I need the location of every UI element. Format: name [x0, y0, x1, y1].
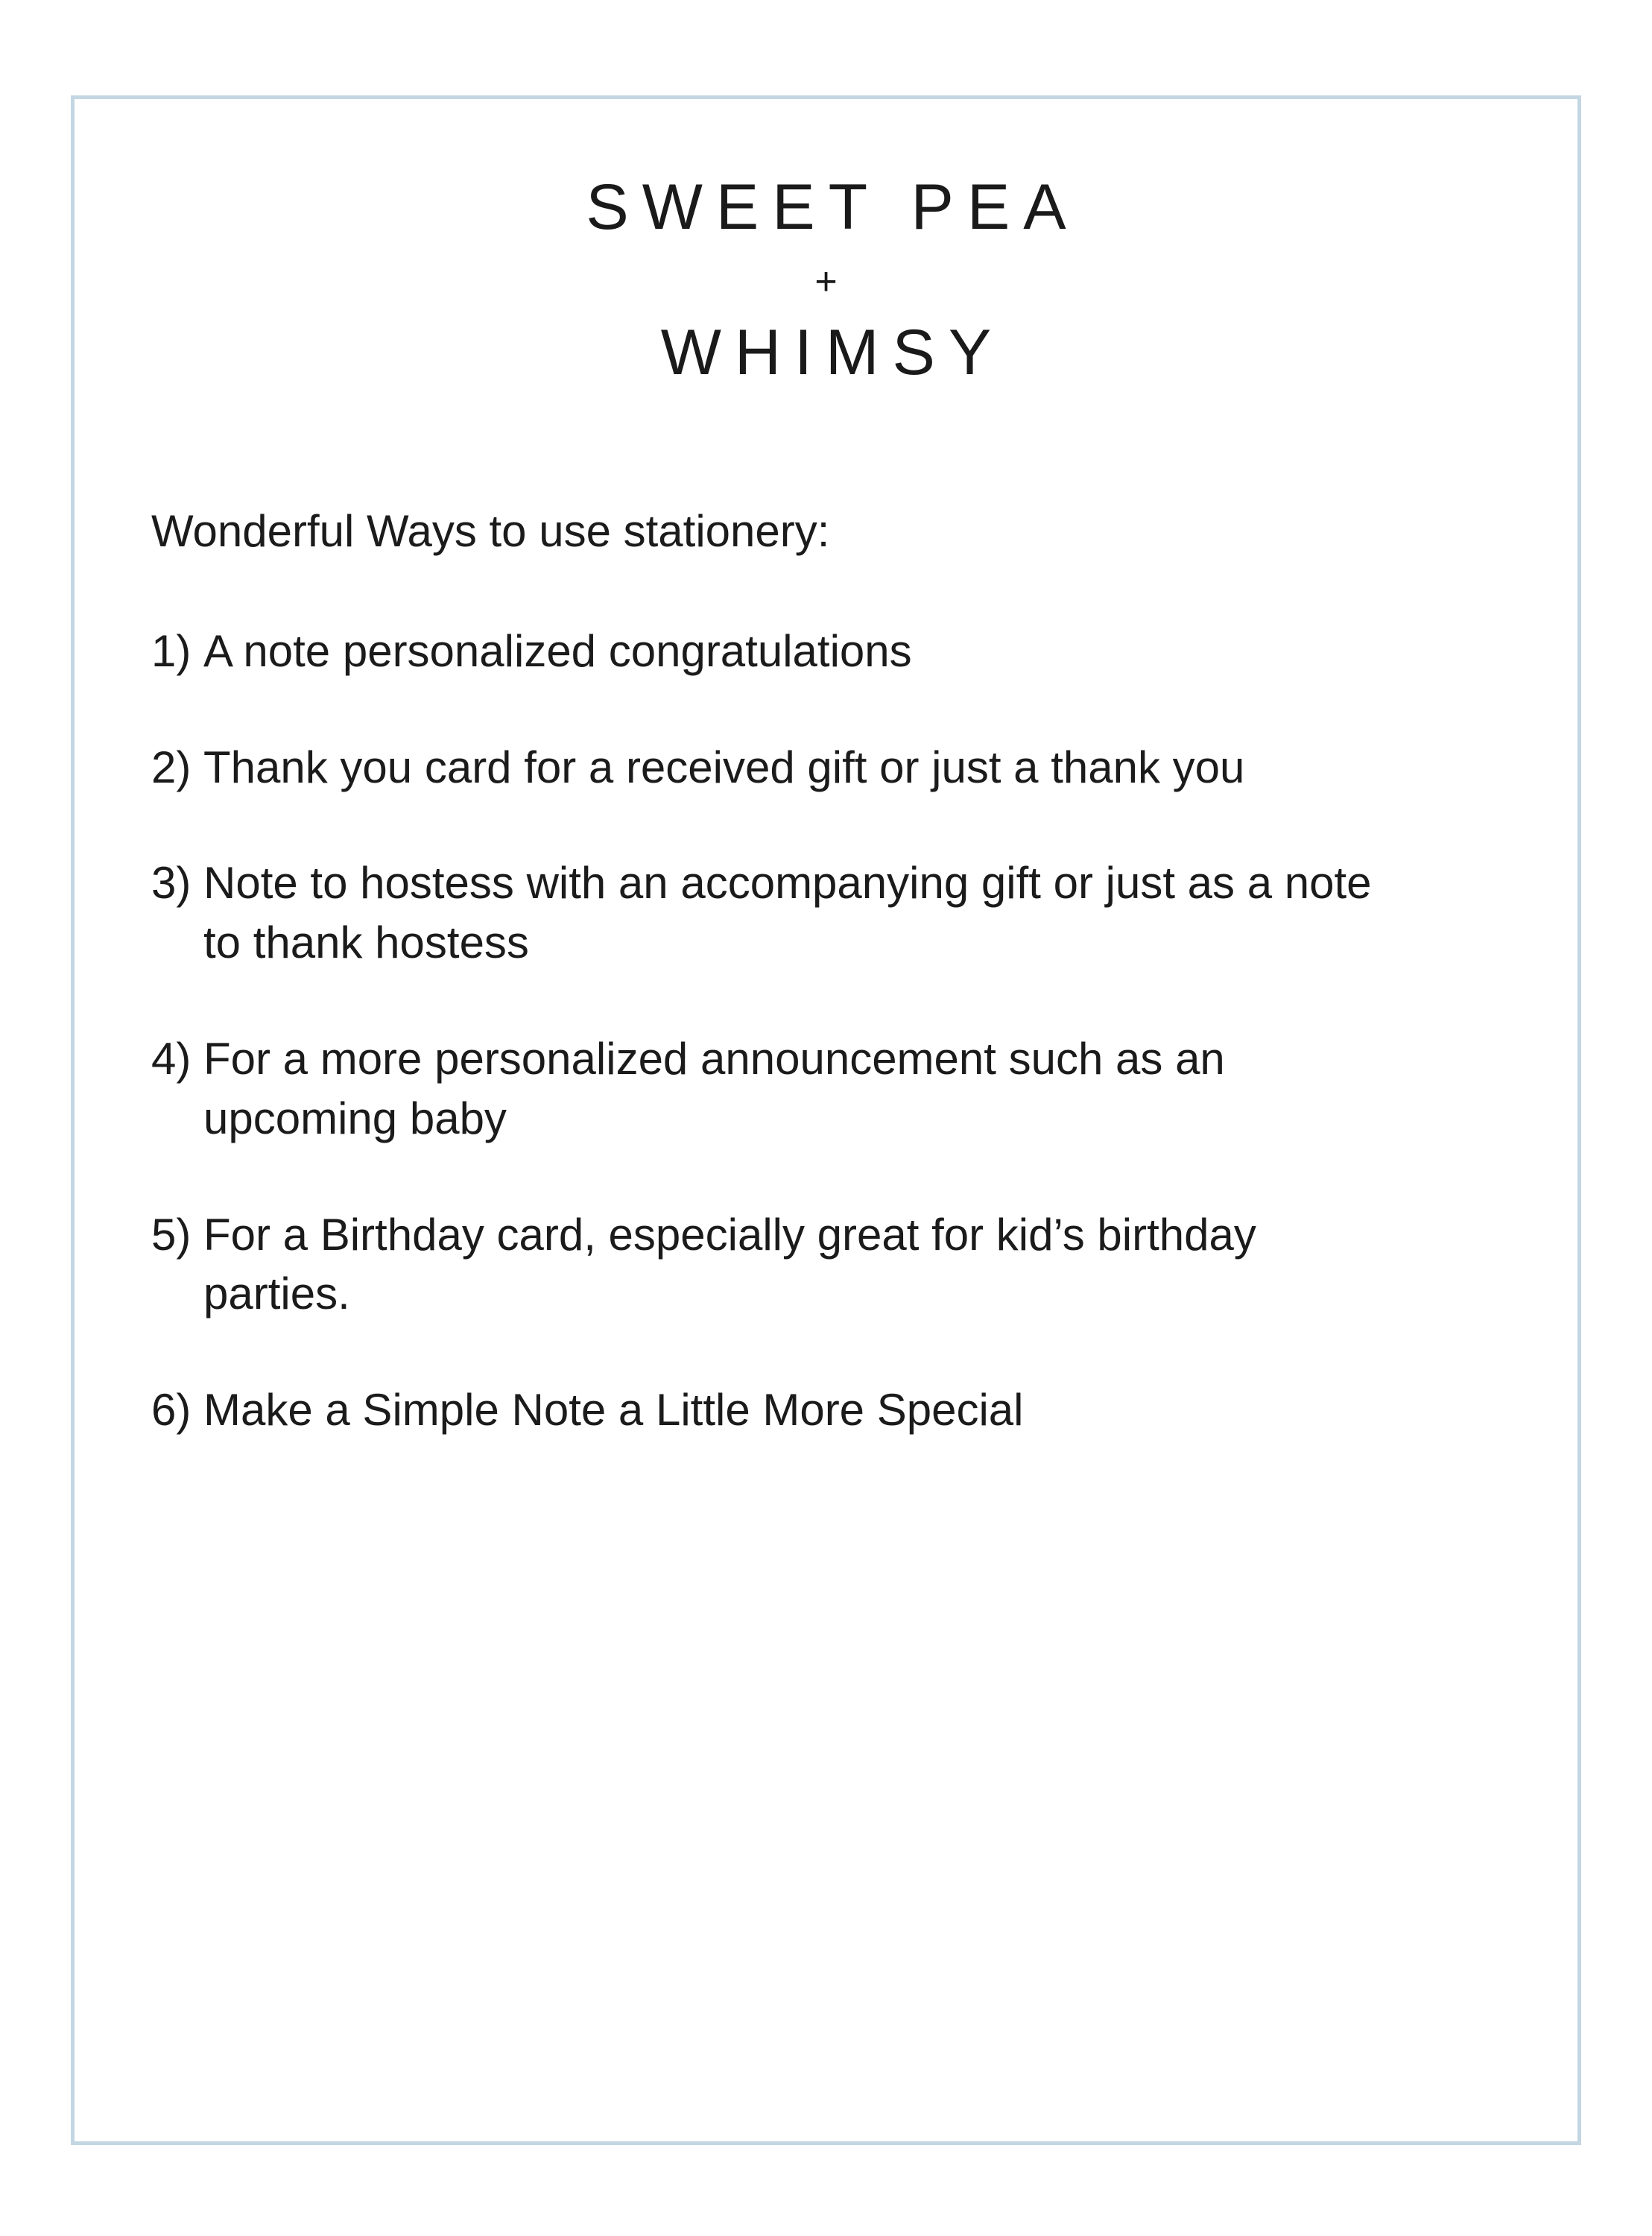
brand-name-line-1: SWEET PEA [586, 171, 1080, 243]
list-item-marker: 2) [151, 742, 192, 792]
list-item-marker: 4) [151, 1033, 192, 1084]
list-item [151, 1380, 1514, 1440]
list-item-marker: 5) [151, 1209, 192, 1260]
list-item-marker: 3) [151, 858, 192, 909]
list-item [151, 738, 1514, 798]
list-item [151, 1029, 1514, 1149]
brand-name-line-2: WHIMSY [660, 317, 1005, 389]
list-item [151, 853, 1514, 973]
list-item-marker: 1) [151, 625, 192, 676]
card-content [71, 95, 1581, 2145]
list-item-text: For a Birthday card, especially great for kid’s birthday parties. [203, 1209, 1256, 1319]
list-item [151, 622, 1514, 681]
list-item-text: Note to hostess with an accompanying gift or just as a note to thank hostess [203, 858, 1372, 968]
list-item-text: A note personalized congratulations [203, 625, 912, 676]
body-block [138, 503, 1514, 1440]
list-item-marker: 6) [151, 1385, 192, 1436]
list-item-text: Thank you card for a received gift or just a thank you [203, 742, 1245, 792]
brand-plus-separator: + [814, 260, 838, 304]
list-item [151, 1205, 1514, 1324]
list-item-text: For a more personalized announcement such as an upcoming baby [203, 1033, 1225, 1143]
ways-list [151, 622, 1514, 1440]
list-item-text: Make a Simple Note a Little More Special [203, 1385, 1024, 1436]
brand-masthead [138, 170, 1514, 391]
intro-heading: Wonderful Ways to use stationery: [151, 505, 830, 556]
